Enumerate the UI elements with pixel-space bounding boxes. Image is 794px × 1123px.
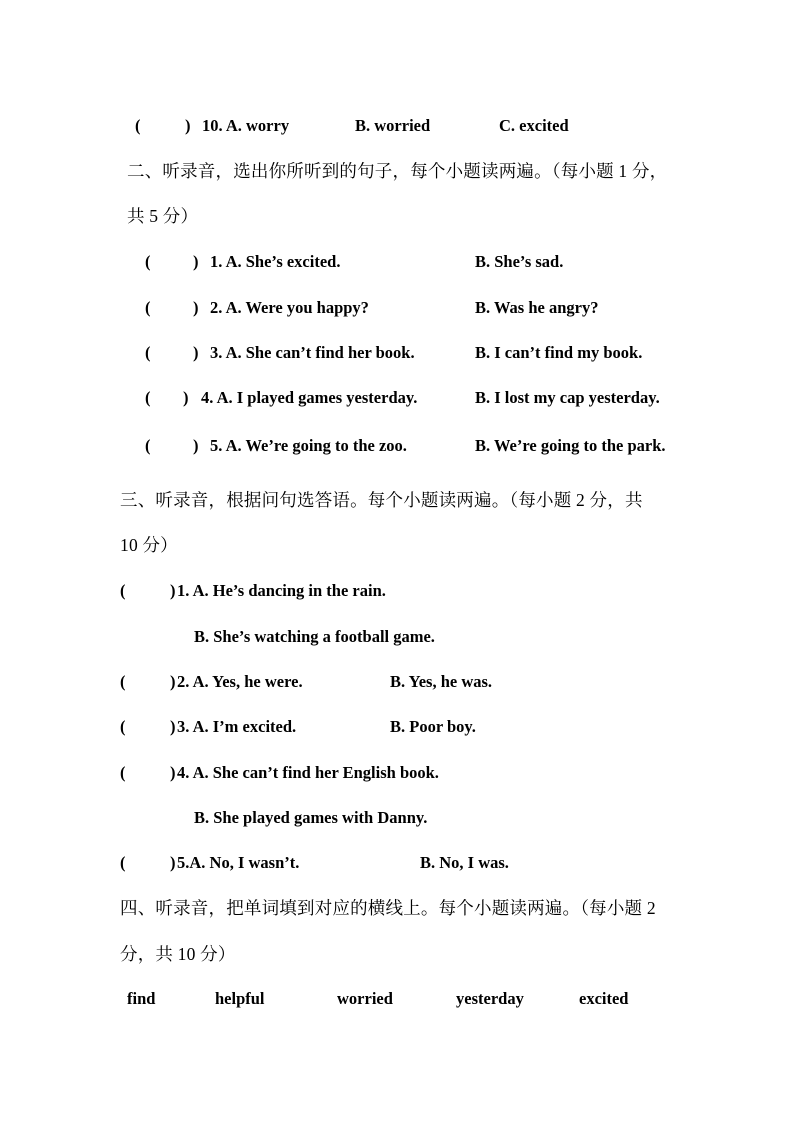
s2-item-2-paren-open: ( bbox=[145, 298, 151, 317]
item-10-option-c: C. excited bbox=[499, 116, 569, 135]
s2-item-5-paren-close: ) bbox=[193, 436, 199, 455]
s3-item-4-option-a: 4. A. She can’t find her English book. bbox=[177, 763, 439, 782]
s2-item-3-paren-open: ( bbox=[145, 343, 151, 362]
s2-item-5-option-a: 5. A. We’re going to the zoo. bbox=[210, 436, 407, 455]
s2-item-4-paren-open: ( bbox=[145, 388, 151, 407]
s3-item-1-option-b: B. She’s watching a football game. bbox=[194, 627, 435, 646]
section-2-heading-line-1: 二、听录音，选出你所听到的句子，每个小题读两遍。（每小题 1 分， bbox=[127, 161, 668, 181]
s3-item-5-option-a: 5.A. No, I wasn’t. bbox=[177, 853, 300, 872]
word-bank-item: excited bbox=[579, 989, 629, 1008]
s2-item-3-paren-close: ) bbox=[193, 343, 199, 362]
section-4-heading-line-1: 四、听录音，把单词填到对应的横线上。每个小题读两遍。（每小题 2 bbox=[120, 898, 656, 918]
section-3-heading-line-1: 三、听录音，根据问句选答语。每个小题读两遍。（每小题 2 分，共 bbox=[120, 490, 643, 510]
s2-item-4-option-b: B. I lost my cap yesterday. bbox=[475, 388, 660, 407]
word-bank-item: yesterday bbox=[456, 989, 524, 1008]
s2-item-1-option-a: 1. A. She’s excited. bbox=[210, 252, 341, 271]
s3-item-5-option-b: B. No, I was. bbox=[420, 853, 509, 872]
s2-item-1-paren-open: ( bbox=[145, 252, 151, 271]
s2-item-5-paren-open: ( bbox=[145, 436, 151, 455]
s2-item-3-option-a: 3. A. She can’t find her book. bbox=[210, 343, 415, 362]
s2-item-4-option-a: 4. A. I played games yesterday. bbox=[201, 388, 418, 407]
s3-item-1-option-a: 1. A. He’s dancing in the rain. bbox=[177, 581, 386, 600]
s3-item-3-paren-close: ) bbox=[170, 717, 176, 736]
s3-item-4-paren-open: ( bbox=[120, 763, 126, 782]
s3-item-2-option-a: 2. A. Yes, he were. bbox=[177, 672, 303, 691]
s2-item-2-paren-close: ) bbox=[193, 298, 199, 317]
s3-item-4-paren-close: ) bbox=[170, 763, 176, 782]
s3-item-2-paren-open: ( bbox=[120, 672, 126, 691]
word-bank-item: find bbox=[127, 989, 156, 1008]
s3-item-5-paren-close: ) bbox=[170, 853, 176, 872]
item-10-paren-close: ) bbox=[185, 116, 191, 135]
s2-item-1-paren-close: ) bbox=[193, 252, 199, 271]
s3-item-3-option-a: 3. A. I’m excited. bbox=[177, 717, 297, 736]
item-10-paren-open: ( bbox=[135, 116, 141, 135]
s2-item-2-option-b: B. Was he angry? bbox=[475, 298, 599, 317]
s3-item-2-paren-close: ) bbox=[170, 672, 176, 691]
section-3-heading-line-2: 10 分） bbox=[120, 535, 178, 555]
s3-item-3-option-b: B. Poor boy. bbox=[390, 717, 476, 736]
word-bank-item: helpful bbox=[215, 989, 265, 1008]
section-2-heading-line-2: 共 5 分） bbox=[127, 206, 199, 226]
s3-item-5-paren-open: ( bbox=[120, 853, 126, 872]
word-bank-item: worried bbox=[337, 989, 393, 1008]
s3-item-1-paren-open: ( bbox=[120, 581, 126, 600]
s2-item-1-option-b: B. She’s sad. bbox=[475, 252, 564, 271]
section-4-heading-line-2: 分，共 10 分） bbox=[120, 944, 236, 964]
s2-item-5-option-b: B. We’re going to the park. bbox=[475, 436, 666, 455]
s3-item-1-paren-close: ) bbox=[170, 581, 176, 600]
s2-item-3-option-b: B. I can’t find my book. bbox=[475, 343, 643, 362]
s3-item-2-option-b: B. Yes, he was. bbox=[390, 672, 493, 691]
s2-item-2-option-a: 2. A. Were you happy? bbox=[210, 298, 369, 317]
s3-item-3-paren-open: ( bbox=[120, 717, 126, 736]
item-10-option-a: 10. A. worry bbox=[202, 116, 290, 135]
item-10-option-b: B. worried bbox=[355, 116, 431, 135]
s3-item-4-option-b: B. She played games with Danny. bbox=[194, 808, 428, 827]
s2-item-4-paren-close: ) bbox=[183, 388, 189, 407]
